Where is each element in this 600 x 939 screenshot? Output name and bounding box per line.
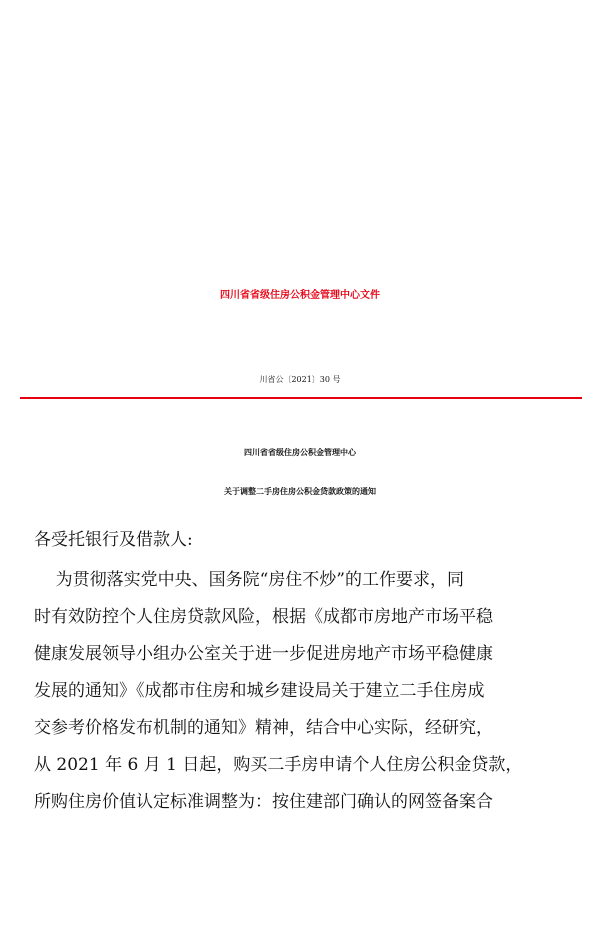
body-text-line: 时有效防控个人住房贷款风险，根据《成都市房地产市场平稳 [34, 607, 493, 627]
document-header-title: 四川省省级住房公积金管理中心文件 [220, 290, 380, 301]
body-text-line: 所购住房价值认定标准调整为：按住建部门确认的网签备案合 [34, 792, 493, 812]
red-divider-line [20, 397, 582, 399]
document-number: 川省公〔2021〕30 号 [259, 375, 341, 384]
body-text-line: 从 2021 年 6 月 1 日起，购买二手房申请个人住房公积金贷款， [34, 755, 523, 775]
body-text-line: 为贯彻落实党中央、国务院“房住不炒”的工作要求，同 [34, 570, 464, 590]
notice-title-line-2: 关于调整二手房住房公积金贷款政策的通知 [224, 487, 376, 496]
body-text-line: 交参考价格发布机制的通知》精神，结合中心实际，经研究， [34, 718, 493, 738]
body-text-line: 发展的通知》《成都市住房和城乡建设局关于建立二手住房成 [34, 681, 485, 701]
notice-title-line-1: 四川省省级住房公积金管理中心 [244, 448, 356, 457]
body-text-line: 健康发展领导小组办公室关于进一步促进房地产市场平稳健康 [34, 644, 493, 664]
salutation: 各受托银行及借款人: [34, 530, 193, 550]
